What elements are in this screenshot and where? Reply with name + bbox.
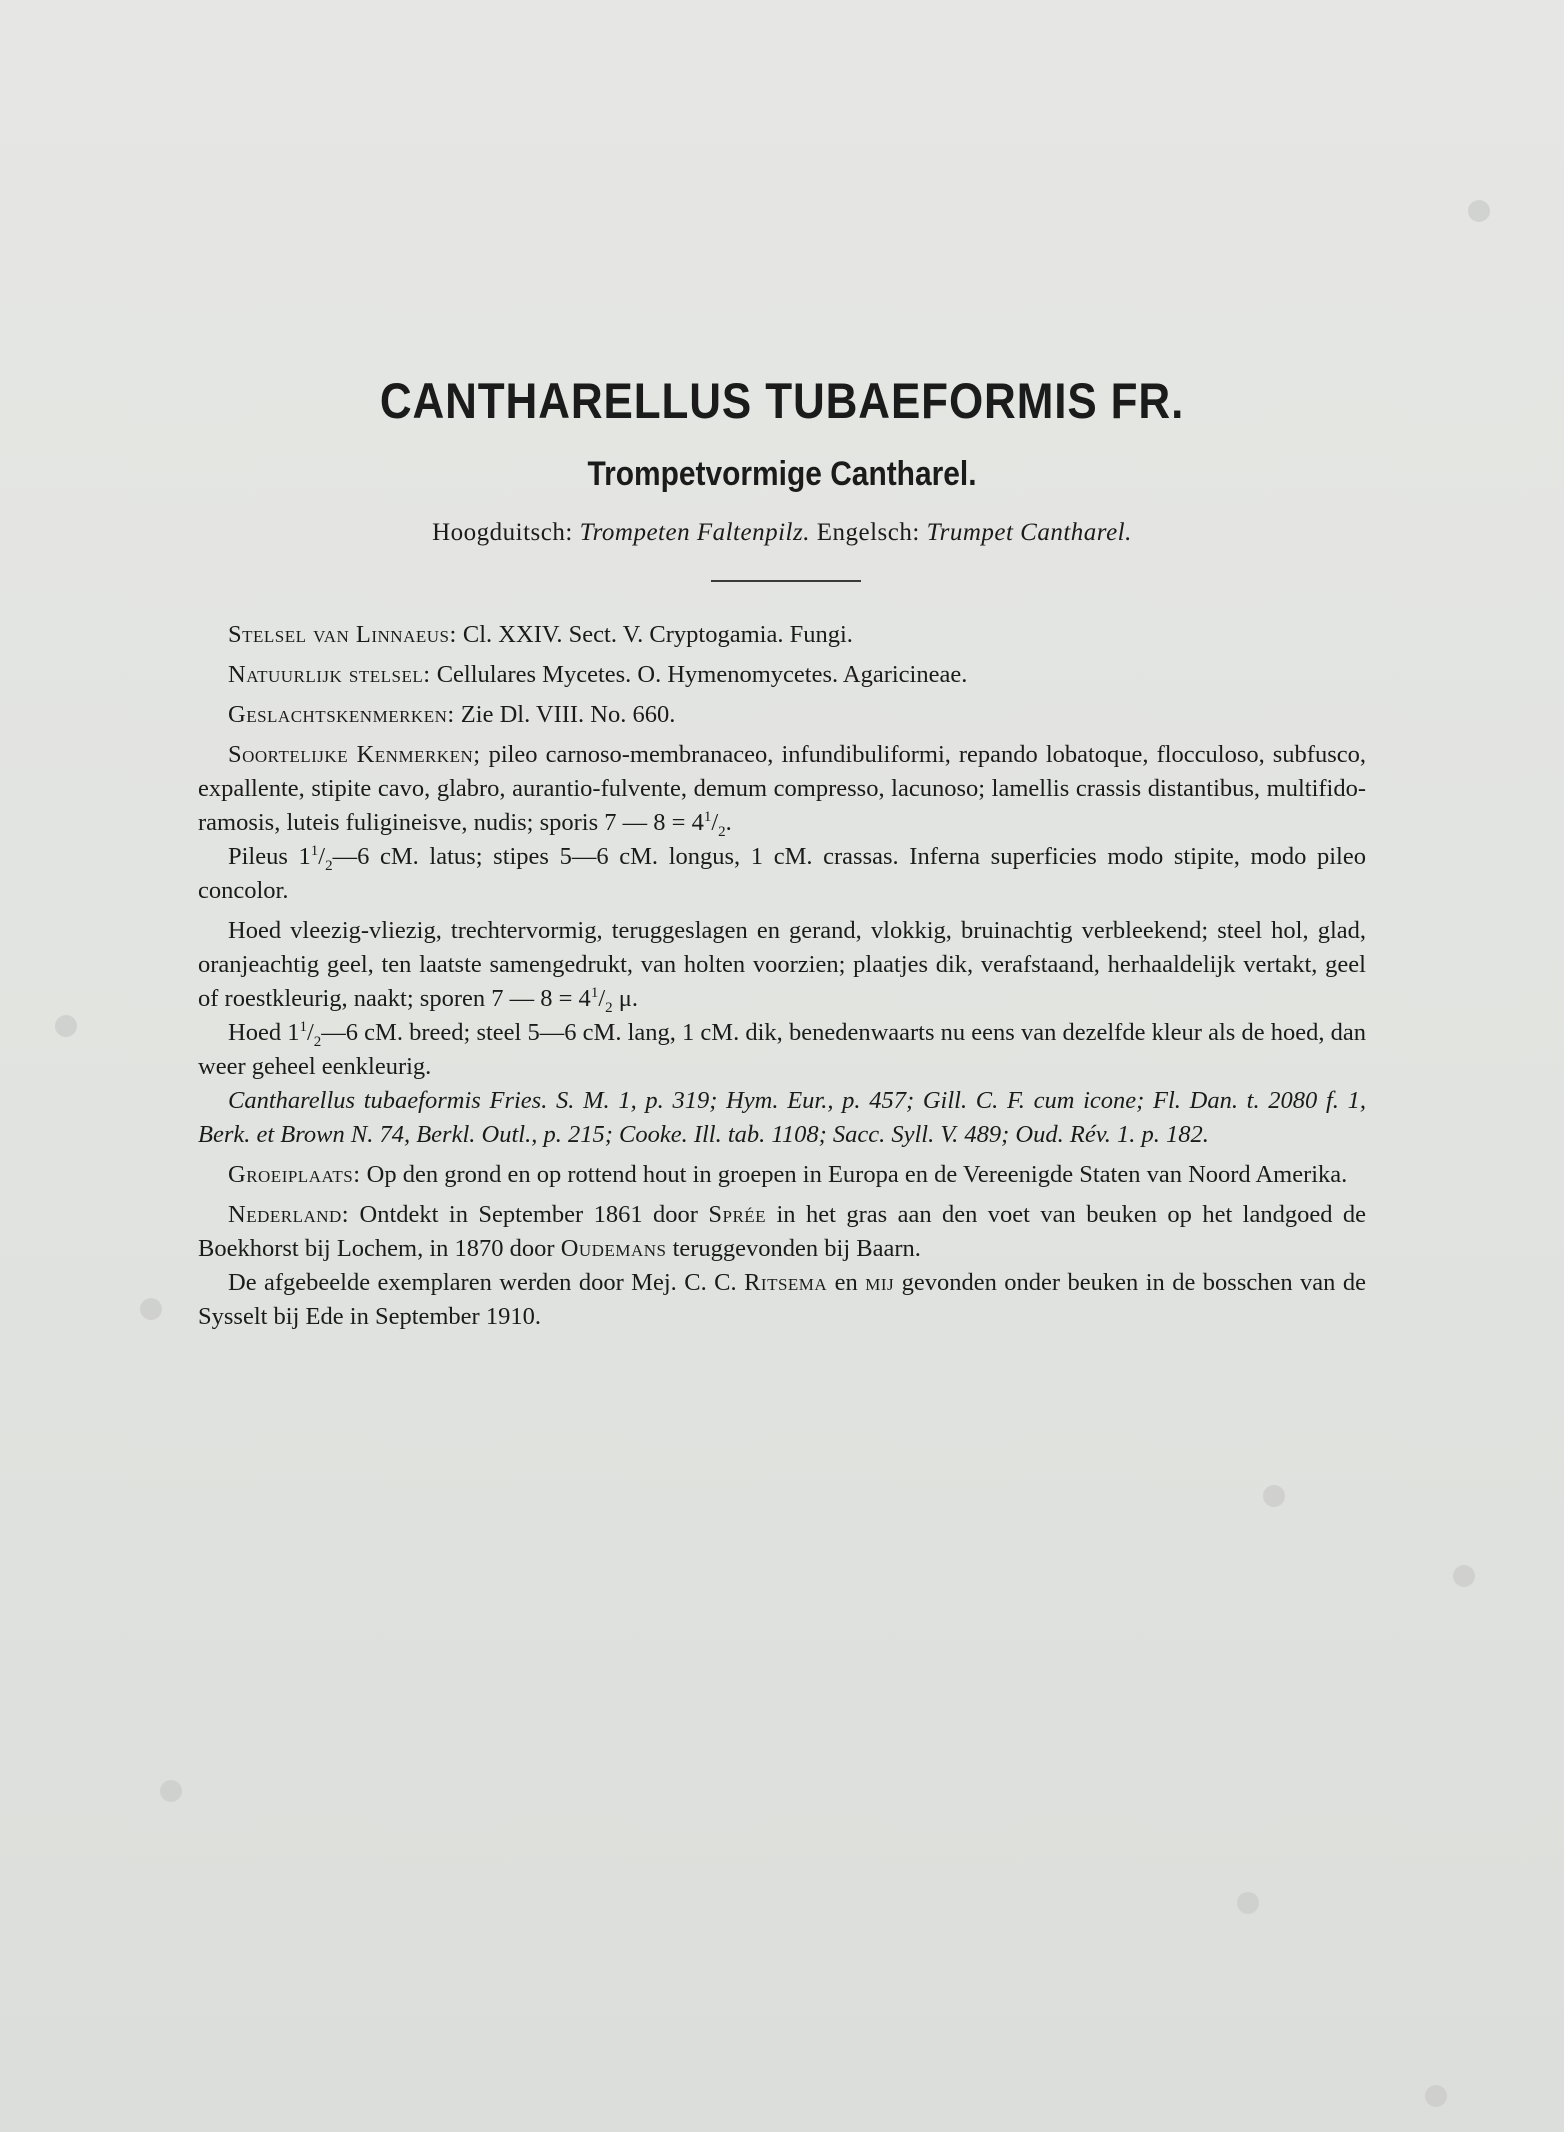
english-label: Engelsch: (816, 519, 920, 546)
page-subtitle: Trompetvormige Cantharel. (587, 455, 977, 493)
geslachtskenmerken (198, 698, 1366, 732)
soortelijke-end: . (725, 809, 732, 836)
paper-fleck (1237, 1892, 1259, 1914)
afgebeeld (198, 1266, 1366, 1334)
article-body (198, 618, 1366, 1334)
groeiplaats-label: Groeiplaats: (228, 1161, 361, 1188)
common-names (0, 519, 1564, 547)
german-name: Trompeten Faltenpilz. (579, 519, 810, 546)
geslachtskenmerken-text: Zie Dl. VIII. No. 660. (460, 701, 676, 728)
paper-fleck (1468, 200, 1490, 222)
fraction-numerator: 1 (590, 984, 599, 1001)
nederland-name-1: Sprée (708, 1201, 767, 1228)
afgebeeld-name-2: mij (865, 1269, 895, 1296)
geslachtskenmerken-label: Geslachtskenmerken: (228, 701, 455, 728)
paper-fleck (1453, 1565, 1475, 1587)
hoed-size-rest: —6 cM. breed; steel 5—6 cM. lang, 1 cM. dik, benedenwaarts nu eens van dezelfde kleur als de hoed, dan weer geheel eenkleurig. (198, 1019, 1366, 1080)
fraction-denominator: 2 (605, 999, 613, 1016)
hoed-desc-text: Hoed vleezig-vliezig, trechtervormig, teruggeslagen en gerand, vlokkig, bruinachtig verbleekend; steel hol, glad, oranjeachtig geel, ten laatste samengedrukt, van holten voorzien; plaatjes dik, verafstaand, herhaaldelijk vertakt, geel of roestkleurig, naakt; sporen 7 — 8 = 4 (198, 917, 1366, 1012)
german-label: Hoogduitsch: (432, 519, 573, 546)
paper-fleck (140, 1298, 162, 1320)
fraction-denominator: 2 (325, 857, 333, 874)
groeiplaats (198, 1158, 1366, 1192)
pileus-paragraph: Pileus $1^1/_2—6$ cM. latus; stipes 5—6 cM. longus, 1 cM. crassas. Inferna superficies modo stipite, modo pileo concolor. (198, 842, 1366, 904)
fraction-denominator: 2 (718, 823, 726, 840)
divider (711, 580, 861, 582)
stelsel-linnaeus (198, 618, 1366, 652)
afgebeeld-text-1: De afgebeelde exemplaren werden door Mej. C. C. (228, 1269, 737, 1296)
natuurlijk-stelsel-text: Cellulares Mycetes. O. Hymenomycetes. Agaricineae. (436, 661, 968, 688)
english-name: Trumpet Cantharel. (926, 519, 1132, 546)
natuurlijk-stelsel (198, 658, 1366, 692)
paper-fleck (1263, 1485, 1285, 1507)
pileus-start: Pileus 1 (228, 843, 311, 870)
soortelijke-label: Soortelijke Kenmerken; (228, 741, 481, 768)
groeiplaats-text: Op den grond en op rottend hout in groepen in Europa en de Vereenigde Staten van Noord Amerika. (366, 1161, 1348, 1188)
paper-fleck (160, 1780, 182, 1802)
nederland-text-3: teruggevonden bij Baarn. (672, 1235, 921, 1262)
nederland-label: Nederland: (228, 1201, 350, 1228)
nederland-text-1: Ontdekt in September 1861 door (359, 1201, 698, 1228)
hoed-size: Hoed $1^1/_2—6$ cM. breed; steel 5—6 cM. lang, 1 cM. dik, benedenwaarts nu eens van dezelfde kleur als de hoed, dan weer geheel eenkleurig. (198, 1018, 1366, 1080)
nederland-name-2: Oudemans (560, 1235, 667, 1262)
natuurlijk-stelsel-label: Natuurlijk stelsel: (228, 661, 431, 688)
hoed-size-start: Hoed 1 (228, 1019, 300, 1046)
nederland-text-2: in het gras aan den voet van beuken op het landgoed de Boekhorst bij Lochem, in 1870 door (198, 1201, 1367, 1262)
fraction-numerator: 1 (703, 808, 712, 825)
paper-fleck (1425, 2085, 1447, 2107)
stelsel-linnaeus-label: Stelsel van Linnaeus: (228, 621, 457, 648)
soortelijke-kenmerken: Soortelijke Kenmerken; pileo carnoso-membranaceo, infundibuliformi, repando lobatoque, flocculoso, subfusco, expallente, stipite cavo, glabro, aurantio-fulvente, demum compresso, lacunoso; lamellis crassis distantibus, multifido-ramosis, luteis fuligineisve, nudis; sporis 7 — $8 = 4^1/_2$. (198, 741, 1366, 840)
hoed-desc-end: μ. (612, 985, 639, 1012)
paper-fleck (55, 1015, 77, 1037)
stelsel-linnaeus-text: Cl. XXIV. Sect. V. Cryptogamia. Fungi. (462, 621, 853, 648)
references: Cantharellus tubaeformis Fries. S. M. 1, p. 319; Hym. Eur., p. 457; Gill. C. F. cum icone; Fl. Dan. t. 2080 f. 1, Berk. et Brown N. 74, Berkl. Outl., p. 215; Cooke. Ill. tab. 1108; Sacc. Syll. V. 489; Oud. Rév. 1. p. 182. (198, 1087, 1366, 1148)
hoed-description: Hoed vleezig-vliezig, trechtervormig, teruggeslagen en gerand, vlokkig, bruinachtig verbleekend; steel hol, glad, oranjeachtig geel, ten laatste samengedrukt, van holten voorzien; plaatjes dik, verafstaand, herhaaldelijk vertakt, geel of roestkleurig, naakt; sporen 7 — $8 = 4^1/_2$ μ. (198, 917, 1366, 1016)
soortelijke-text: pileo carnoso-membranaceo, infundibuliformi, repando lobatoque, flocculoso, subfusco, expallente, stipite cavo, glabro, aurantio-fulvente, demum compresso, lacunoso; lamellis crassis distantibus, multifido-ramosis, luteis fuligineisve, nudis; sporis 7 — 8 = 4 (198, 741, 1366, 836)
afgebeeld-text-3: gevonden onder beuken in de bosschen van de Sysselt bij Ede in September 1910. (198, 1269, 1367, 1330)
fraction-numerator: 1 (310, 842, 319, 859)
pileus-rest: —6 cM. latus; stipes 5—6 cM. longus, 1 cM. crassas. Inferna superficies modo stipite, modo pileo concolor. (198, 843, 1366, 904)
afgebeeld-text-2: en (834, 1269, 858, 1296)
fraction-numerator: 1 (299, 1018, 307, 1035)
afgebeeld-name-1: Ritsema (744, 1269, 828, 1296)
fraction-denominator: 2 (313, 1033, 322, 1050)
page-title: CANTHARELLUS TUBAEFORMIS FR. (379, 373, 1185, 429)
nederland (198, 1198, 1366, 1266)
